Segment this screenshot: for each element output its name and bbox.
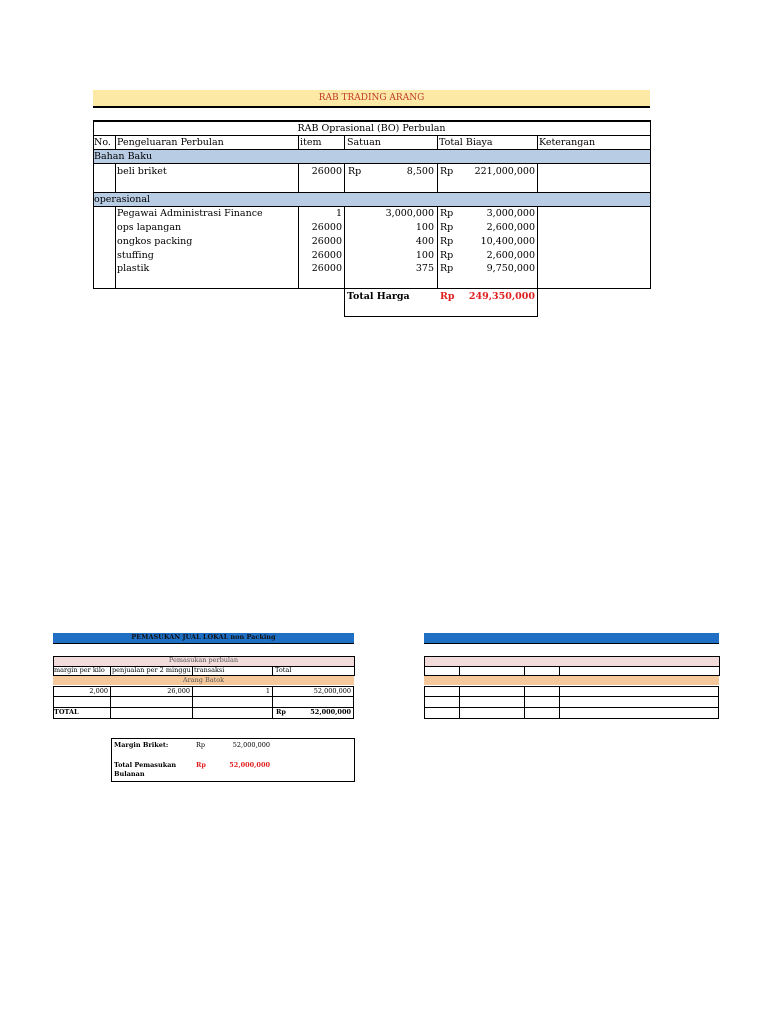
ops-satuan: 375	[415, 263, 434, 274]
ops-item: 26000	[311, 236, 342, 247]
ops-rp: Rp	[440, 263, 454, 274]
ops-desc: stuffing	[117, 250, 154, 261]
page-title: RAB TRADING ARANG	[93, 90, 650, 108]
header-total: Total Biaya	[439, 137, 493, 148]
income-margin: 2,000	[89, 687, 108, 695]
income-total: 52,000,000	[313, 687, 351, 695]
ops-total: 2,600,000	[486, 222, 535, 233]
income-rp: Rp	[196, 761, 206, 769]
income-transaksi: 1	[265, 687, 270, 695]
income-total-value: 52,000,000	[310, 708, 351, 716]
row-rp: Rp	[348, 166, 362, 177]
margin-label: Margin Briket:	[114, 741, 169, 749]
header-desc: Pengeluaran Perbulan	[117, 137, 224, 148]
ops-total: 3,000,000	[486, 208, 535, 219]
ops-desc: ongkos packing	[117, 236, 193, 247]
empty-table	[0, 600, 768, 730]
income-caption: Pemasukan perbulan	[168, 656, 239, 664]
row-satuan: 8,500	[406, 166, 434, 177]
ops-desc: plastik	[117, 263, 150, 274]
ops-rp: Rp	[440, 222, 454, 233]
income-header-total: Total	[275, 666, 292, 674]
section-band-bahan-baku	[94, 150, 650, 163]
section-label: Bahan Baku	[94, 151, 153, 162]
ops-satuan: 400	[415, 236, 434, 247]
header-keterangan: Keterangan	[539, 137, 596, 148]
ops-total: 9,750,000	[486, 263, 535, 274]
ops-desc: Pegawai Administrasi Finance	[117, 208, 263, 219]
section-label: operasional	[94, 194, 151, 205]
income-header-penjualan: penjualan per 2 minggu	[112, 666, 191, 674]
ops-rp: Rp	[440, 236, 454, 247]
income-total-rp: Rp	[276, 708, 286, 716]
income-label: Total Pemasukan Bulanan	[114, 761, 177, 778]
row-total: 221,000,000	[474, 166, 535, 177]
ops-satuan: 100	[415, 222, 434, 233]
row-rp: Rp	[440, 166, 454, 177]
margin-rp: Rp	[196, 741, 206, 749]
income-penjualan: 26,000	[167, 687, 190, 695]
ops-total: 2,600,000	[486, 250, 535, 261]
ops-item: 26000	[311, 250, 342, 261]
ops-rp: Rp	[440, 208, 454, 219]
ops-satuan: 100	[415, 250, 434, 261]
header-satuan: Satuan	[347, 137, 381, 148]
income-title: PEMASUKAN JUAL LOKAL non Packing	[53, 633, 354, 643]
ops-desc: ops lapangan	[117, 222, 182, 233]
total-value: 249,350,000	[468, 291, 535, 302]
row-item: 26000	[311, 166, 342, 177]
margin-value: 52,000,000	[232, 741, 270, 749]
total-label: Total Harga	[347, 291, 410, 302]
empty-table-header	[424, 633, 719, 643]
summary-box	[111, 738, 355, 782]
income-total-label: TOTAL	[54, 708, 79, 716]
ops-satuan: 3,000,000	[385, 208, 434, 219]
ops-item: 26000	[311, 263, 342, 274]
income-header-margin: margin per kilo	[54, 666, 105, 674]
row-desc: beli briket	[117, 166, 167, 177]
ops-item: 26000	[311, 222, 342, 233]
header-no: No.	[94, 137, 111, 148]
bo-table	[0, 0, 768, 330]
header-item: item	[300, 137, 322, 148]
ops-rp: Rp	[440, 250, 454, 261]
income-header-transaksi: transaksi	[194, 666, 225, 674]
income-value: 52,000,000	[229, 761, 270, 769]
total-rp: Rp	[440, 291, 455, 302]
ops-item: 1	[335, 208, 342, 219]
bo-caption: RAB Oprasional (BO) Perbulan	[297, 123, 446, 134]
ops-total: 10,400,000	[480, 236, 535, 247]
income-section: Arang Batok	[182, 676, 225, 684]
section-band-operasional	[94, 193, 650, 206]
